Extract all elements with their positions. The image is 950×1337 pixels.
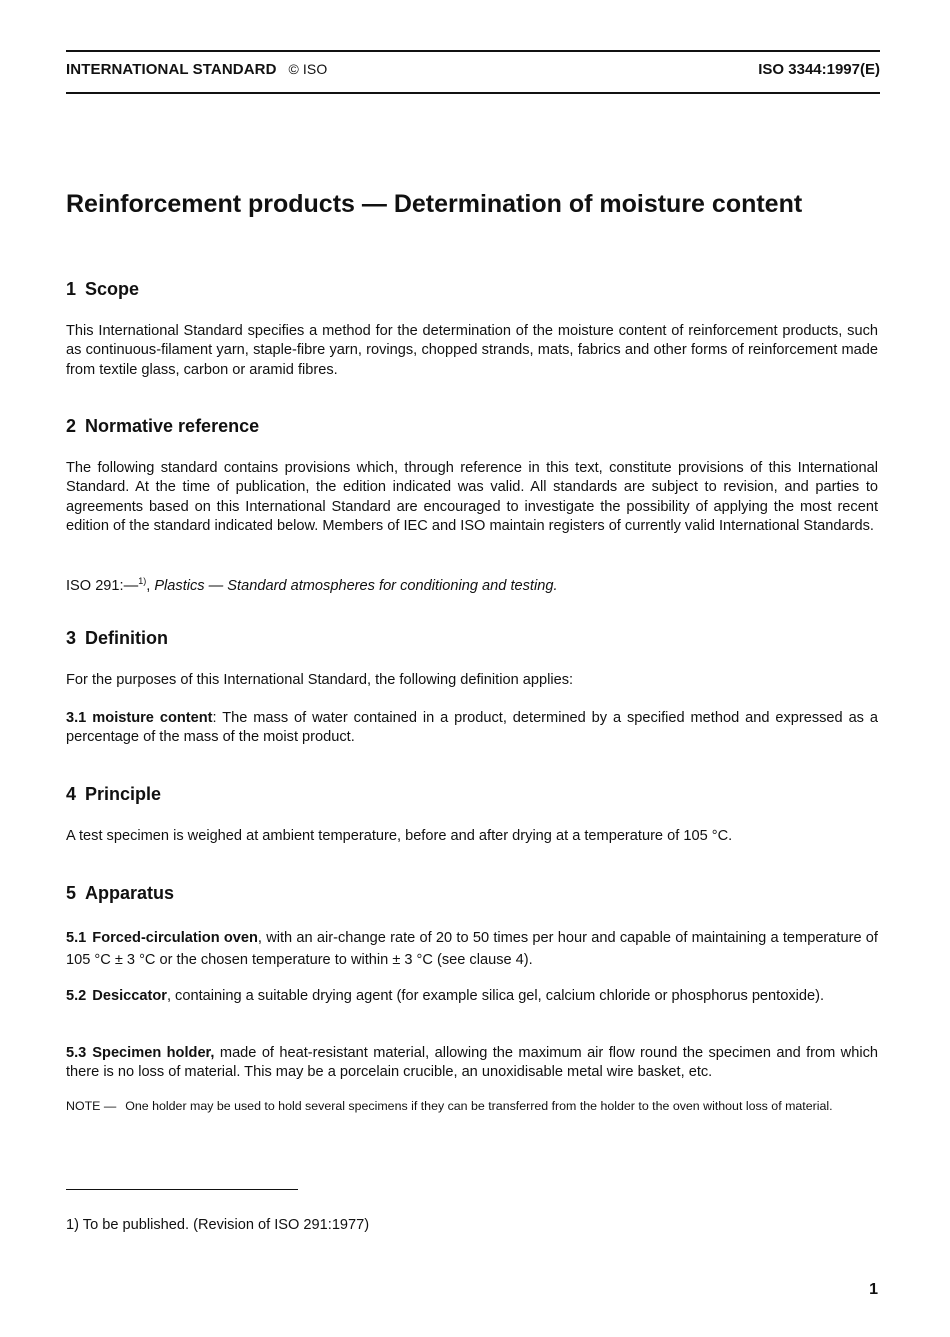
section-heading-principle <box>66 783 161 805</box>
apparatus-text: , containing a suitable drying agent (for example silica gel, calcium chloride or phosphorus pentoxide). <box>166 988 825 1004</box>
apparatus-item-5-1 <box>66 927 878 971</box>
footnote-mark: 1) <box>138 576 147 586</box>
subclause-number: 5.1 <box>66 930 87 946</box>
note-label: NOTE — <box>66 1099 117 1113</box>
reference-title: Plastics — Standard atmospheres for conditioning and testing. <box>154 578 558 594</box>
section-heading-scope <box>66 278 139 300</box>
normative-paragraph: The following standard contains provisions which, through reference in this text, constitute provisions of this International Standard. At the time of publication, the edition indicated was valid. All standards are subject to revision, and parties to agreements based on this International Standard are encouraged to investigate the possibility of applying the most recent edition of the standard indicated below. Members of IEC and ISO maintain registers of currently valid International Standards. <box>66 460 878 534</box>
subclause-number: 5.2 <box>66 988 87 1004</box>
header-copyright: © ISO <box>288 61 328 77</box>
normative-reference-entry: ISO 291:—$^{1)}$, Plastics — Standard atmospheres for conditioning and testing. <box>66 576 558 594</box>
subclause-number: 3.1 <box>66 710 87 726</box>
footnote-separator <box>66 1189 298 1190</box>
header-standard-label: INTERNATIONAL STANDARD <box>66 61 277 78</box>
section-number: 1 <box>66 279 77 299</box>
section-number: 5 <box>66 883 77 903</box>
reference-code: ISO 291:— <box>66 578 139 594</box>
running-header <box>66 61 880 81</box>
header-top-rule <box>66 50 880 52</box>
section-number: 2 <box>66 416 77 436</box>
section-title: Apparatus <box>85 883 175 903</box>
header-doc-number: ISO 3344:1997(E) <box>758 61 880 78</box>
document-title: Reinforcement products — Determination of moisture content <box>66 190 803 218</box>
section-heading-apparatus <box>66 882 174 904</box>
section-heading-definition <box>66 627 168 649</box>
section-heading-normative-reference <box>66 415 259 437</box>
definition-text: : The mass of water contained in a product, determined by a specified method and expressed as a percentage of the mass of the moist product. <box>66 710 878 746</box>
apparatus-item-5-3 <box>66 1044 878 1083</box>
apparatus-text: , with an air-change rate of 20 to 50 times per hour and capable of maintaining a temperature of 105 °C ± 3 °C or the chosen temperature to within ± 3 °C (see clause 4). <box>66 930 878 968</box>
principle-paragraph: A test specimen is weighed at ambient temperature, before and after drying at a temperature of 105 °C. <box>66 828 733 844</box>
defined-term: moisture content <box>92 710 213 726</box>
definition-3-1 <box>66 709 878 748</box>
header-bottom-rule <box>66 92 880 94</box>
apparatus-note <box>66 1098 878 1114</box>
apparatus-term: Forced-circulation oven <box>92 930 258 946</box>
apparatus-term: Desiccator <box>92 988 167 1004</box>
apparatus-item-5-2 <box>66 987 878 1006</box>
section-title: Definition <box>85 628 169 648</box>
section-title: Scope <box>85 279 140 299</box>
footnote: 1) To be published. (Revision of ISO 291:1977) <box>66 1217 370 1233</box>
subclause-number: 5.3 <box>66 1045 87 1061</box>
section-title: Principle <box>85 784 162 804</box>
apparatus-term: Specimen holder, <box>92 1045 215 1061</box>
definition-intro: For the purposes of this International Standard, the following definition applies: <box>66 672 574 688</box>
section-title: Normative reference <box>85 416 260 436</box>
note-text: One holder may be used to hold several specimens if they can be transferred from the holder to the oven without loss of material. <box>125 1099 833 1113</box>
page-number: 1 <box>869 1281 878 1298</box>
section-number: 4 <box>66 784 77 804</box>
section-number: 3 <box>66 628 77 648</box>
header-left <box>66 61 327 78</box>
scope-paragraph: This International Standard specifies a method for the determination of the moisture content of reinforcement products, such as continuous-filament yarn, staple-fibre yarn, rovings, chopped strands, mats, fabrics and other forms of reinforcement made from textile glass, carbon or aramid fibres. <box>66 323 878 378</box>
apparatus-text: made of heat-resistant material, allowing the maximum air flow round the specimen and from which there is no loss of material. This may be a porcelain crucible, an unoxidisable metal wire basket, etc. <box>66 1045 878 1081</box>
